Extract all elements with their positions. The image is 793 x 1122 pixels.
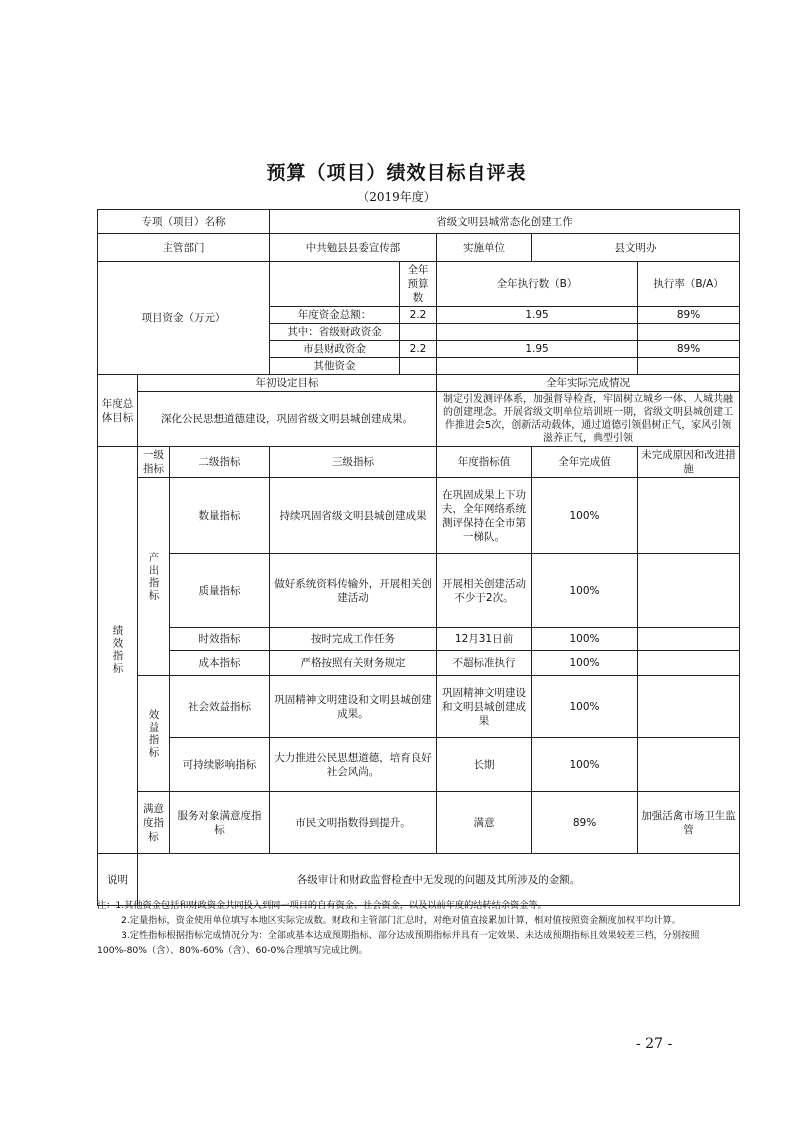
footnote-1: 注：1.其他资金包括和财政资金共同投入到同一项目的自有资金、社会资金，以及以前年度的结转结余资金等。 — [97, 900, 547, 911]
level2-cell: 成本指标 — [170, 651, 270, 676]
level2-cell: 时效指标 — [170, 628, 270, 651]
funds-row-exec — [437, 324, 638, 341]
footnotes — [97, 898, 739, 958]
funds-row-exec — [437, 358, 638, 375]
target-cell: 不超标准执行 — [437, 651, 532, 676]
annual-actual-text: 制定引发测评体系，加强督导检查，牢固树立城乡一体、人城共融的创建理念。开展省级文明单位培训班一期，省级文明县城创建工作推进会5次，创新活动载体，通过道德引领倡树正气，家风引领滋养正气，典型引领 — [437, 392, 740, 447]
header-level3: 三级指标 — [270, 447, 437, 478]
annual-target-text: 深化公民思想道德建设，巩固省级文明县城创建成果。 — [138, 392, 437, 447]
funds-budget-header: 全年预算数 — [400, 262, 437, 307]
reason-cell — [638, 554, 740, 628]
funds-row-rate: 89% — [638, 341, 740, 358]
level3-cell: 持续巩固省级文明县城创建成果 — [270, 478, 437, 554]
annual-label: 年度总体目标 — [98, 375, 138, 447]
level2-cell: 社会效益指标 — [170, 676, 270, 738]
funds-row-rate: 89% — [638, 307, 740, 324]
project-name-label: 专项（项目）名称 — [98, 210, 270, 234]
done-cell: 100% — [532, 738, 638, 792]
target-cell: 12月31日前 — [437, 628, 532, 651]
page-number: - 27 - — [636, 1036, 673, 1052]
target-cell: 开展相关创建活动不少于2次。 — [437, 554, 532, 628]
reason-cell: 加强活禽市场卫生监管 — [638, 792, 740, 854]
level3-cell: 市民文明指数得到提升。 — [270, 792, 437, 854]
unit-label: 实施单位 — [437, 234, 532, 262]
output-indicator-label: 产出指标 — [138, 478, 170, 676]
funds-rate-header: 执行率（B/A） — [638, 262, 740, 307]
done-cell: 100% — [532, 651, 638, 676]
target-cell: 在巩固成果上下功夫，全年网络系统测评保持在全市第一梯队。 — [437, 478, 532, 554]
level3-cell: 严格按照有关财务规定 — [270, 651, 437, 676]
reason-cell — [638, 628, 740, 651]
level3-cell: 做好系统资料传输外，开展相关创建活动 — [270, 554, 437, 628]
done-cell: 89% — [532, 792, 638, 854]
header-level1: 一级指标 — [138, 447, 170, 478]
target-cell: 满意 — [437, 792, 532, 854]
target-cell: 巩固精神文明建设和文明县城创建成果 — [437, 676, 532, 738]
funds-row-budget — [400, 358, 437, 375]
reason-cell — [638, 738, 740, 792]
level2-cell: 数量指标 — [170, 478, 270, 554]
level3-cell: 按时完成工作任务 — [270, 628, 437, 651]
benefit-indicator-label: 效益指标 — [138, 676, 170, 792]
level3-cell: 巩固精神文明建设和文明县城创建成果。 — [270, 676, 437, 738]
funds-row-rate — [638, 324, 740, 341]
evaluation-table — [97, 209, 740, 906]
funds-row-budget — [400, 324, 437, 341]
header-target: 年度指标值 — [437, 447, 532, 478]
annual-actual-header: 全年实际完成情况 — [437, 375, 740, 392]
level3-cell: 大力推进公民思想道德，培育良好社会风尚。 — [270, 738, 437, 792]
footnote-2: 2.定量指标，资金使用单位填写本地区实际完成数。财政和主管部门汇总时，对绝对值直接累加计算，相对值按照资金额度加权平均计算。 — [121, 915, 682, 926]
funds-blank-header — [270, 262, 400, 307]
annual-target-header: 年初设定目标 — [138, 375, 437, 392]
remark-text: 各级审计和财政监督检查中无发现的问题及其所涉及的金额。 — [138, 854, 740, 906]
header-reason: 未完成原因和改进措施 — [638, 447, 740, 478]
level2-cell: 质量指标 — [170, 554, 270, 628]
indicators-label: 绩效指标 — [98, 447, 138, 854]
funds-row-rate — [638, 358, 740, 375]
satisfaction-indicator-label: 满意度指标 — [138, 792, 170, 854]
target-cell: 长期 — [437, 738, 532, 792]
funds-row-name: 年度资金总额： — [270, 307, 400, 324]
funds-label: 项目资金（万元） — [98, 262, 270, 375]
done-cell: 100% — [532, 478, 638, 554]
done-cell: 100% — [532, 554, 638, 628]
page-title: 预算（项目）绩效目标自评表 — [266, 162, 527, 184]
reason-cell — [638, 478, 740, 554]
funds-exec-header: 全年执行数（B） — [437, 262, 638, 307]
funds-row-name: 其他资金 — [270, 358, 400, 375]
header-done: 全年完成值 — [532, 447, 638, 478]
funds-row-name: 其中：省级财政资金 — [270, 324, 400, 341]
funds-row-budget: 2.2 — [400, 307, 437, 324]
level2-cell: 可持续影响指标 — [170, 738, 270, 792]
dept-label: 主管部门 — [98, 234, 270, 262]
page-subtitle: （2019年度） — [357, 190, 436, 204]
funds-row-name: 市县财政资金 — [270, 341, 400, 358]
project-name-value: 省级文明县城常态化创建工作 — [270, 210, 740, 234]
remark-label: 说明 — [98, 854, 138, 906]
funds-row-budget: 2.2 — [400, 341, 437, 358]
dept-value: 中共勉县县委宣传部 — [270, 234, 437, 262]
funds-row-exec: 1.95 — [437, 341, 638, 358]
funds-row-exec: 1.95 — [437, 307, 638, 324]
unit-value: 县文明办 — [532, 234, 740, 262]
done-cell: 100% — [532, 676, 638, 738]
level2-cell: 服务对象满意度指标 — [170, 792, 270, 854]
done-cell: 100% — [532, 628, 638, 651]
reason-cell — [638, 676, 740, 738]
reason-cell — [638, 651, 740, 676]
header-level2: 二级指标 — [170, 447, 270, 478]
footnote-3: 3.定性指标根据指标完成情况分为：全部或基本达成预期指标、部分达成预期指标并具有一定效果、未达成预期指标且效果较差三档，分别按照100%-80%（含）、80%-60%（含）、60-0%合理填写完成比例。 — [97, 930, 700, 956]
